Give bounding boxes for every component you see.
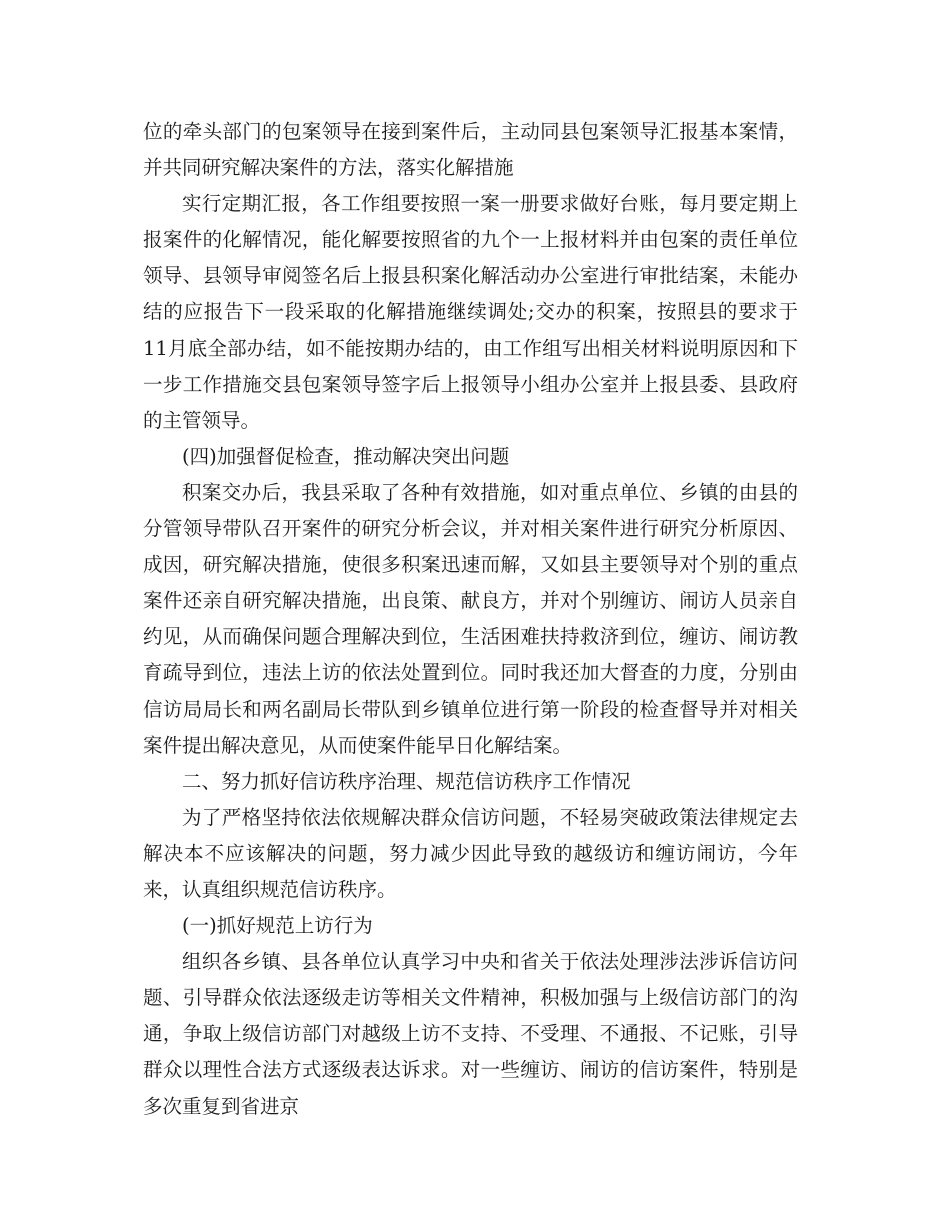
document-body: [143, 114, 798, 1125]
section-heading-2: 二、努力抓好信访秩序治理、规范信访秩序工作情况: [182, 769, 631, 793]
subsection-heading-1: (一)抓好规范上访行为: [182, 914, 373, 938]
paragraph-2: 实行定期汇报，各工作组要按照一案一册要求做好台账，每月要定期上报案件的化解情况，能化解要按照省的九个一上报材料并由包案的责任单位领导、县领导审阅签名后上报县积案化解活动办公室进行审批结案，未能办结的应报告下一段采取的化解措施继续调处;交办的积案，按照县的要求于11月底全部办结，如不能按期办结的，由工作组写出相关材料说明原因和下一步工作措施交县包案领导签字后上报领导小组办公室并上报县委、县政府的主管领导。: [143, 192, 798, 432]
section-heading-4: (四)加强督促检查，推动解决突出问题: [182, 444, 510, 468]
paragraph-4: 为了严格坚持依法依规解决群众信访问题，不轻易突破政策法律规定去解决本不应该解决的问题，努力减少因此导致的越级访和缠访闹访，今年来，认真组织规范信访秩序。: [143, 805, 798, 901]
paragraph-1: 位的牵头部门的包案领导在接到案件后，主动同县包案领导汇报基本案情，并共同研究解决案件的方法，落实化解措施: [143, 120, 798, 180]
paragraph-5: 组织各乡镇、县各单位认真学习中央和省关于依法处理涉法涉诉信访问题、引导群众依法逐级走访等相关文件精神，积极加强与上级信访部门的沟通，争取上级信访部门对越级上访不支持、不受理、不通报、不记账，引导群众以理性合法方式逐级表达诉求。对一些缠访、闹访的信访案件，特别是多次重复到省进京: [143, 950, 798, 1118]
paragraph-3: 积案交办后，我县采取了各种有效措施，如对重点单位、乡镇的由县的分管领导带队召开案件的研究分析会议，并对相关案件进行研究分析原因、成因，研究解决措施，使很多积案迅速而解，又如县主要领导对个别的重点案件还亲自研究解决措施，出良策、献良方，并对个别缠访、闹访人员亲自约见，从而确保问题合理解决到位，生活困难扶持救济到位，缠访、闹访教育疏导到位，违法上访的依法处置到位。同时我还加大督查的力度，分别由信访局局长和两名副局长带队到乡镇单位进行第一阶段的检查督导并对相关案件提出解决意见，从而使案件能早日化解结案。: [143, 480, 798, 757]
